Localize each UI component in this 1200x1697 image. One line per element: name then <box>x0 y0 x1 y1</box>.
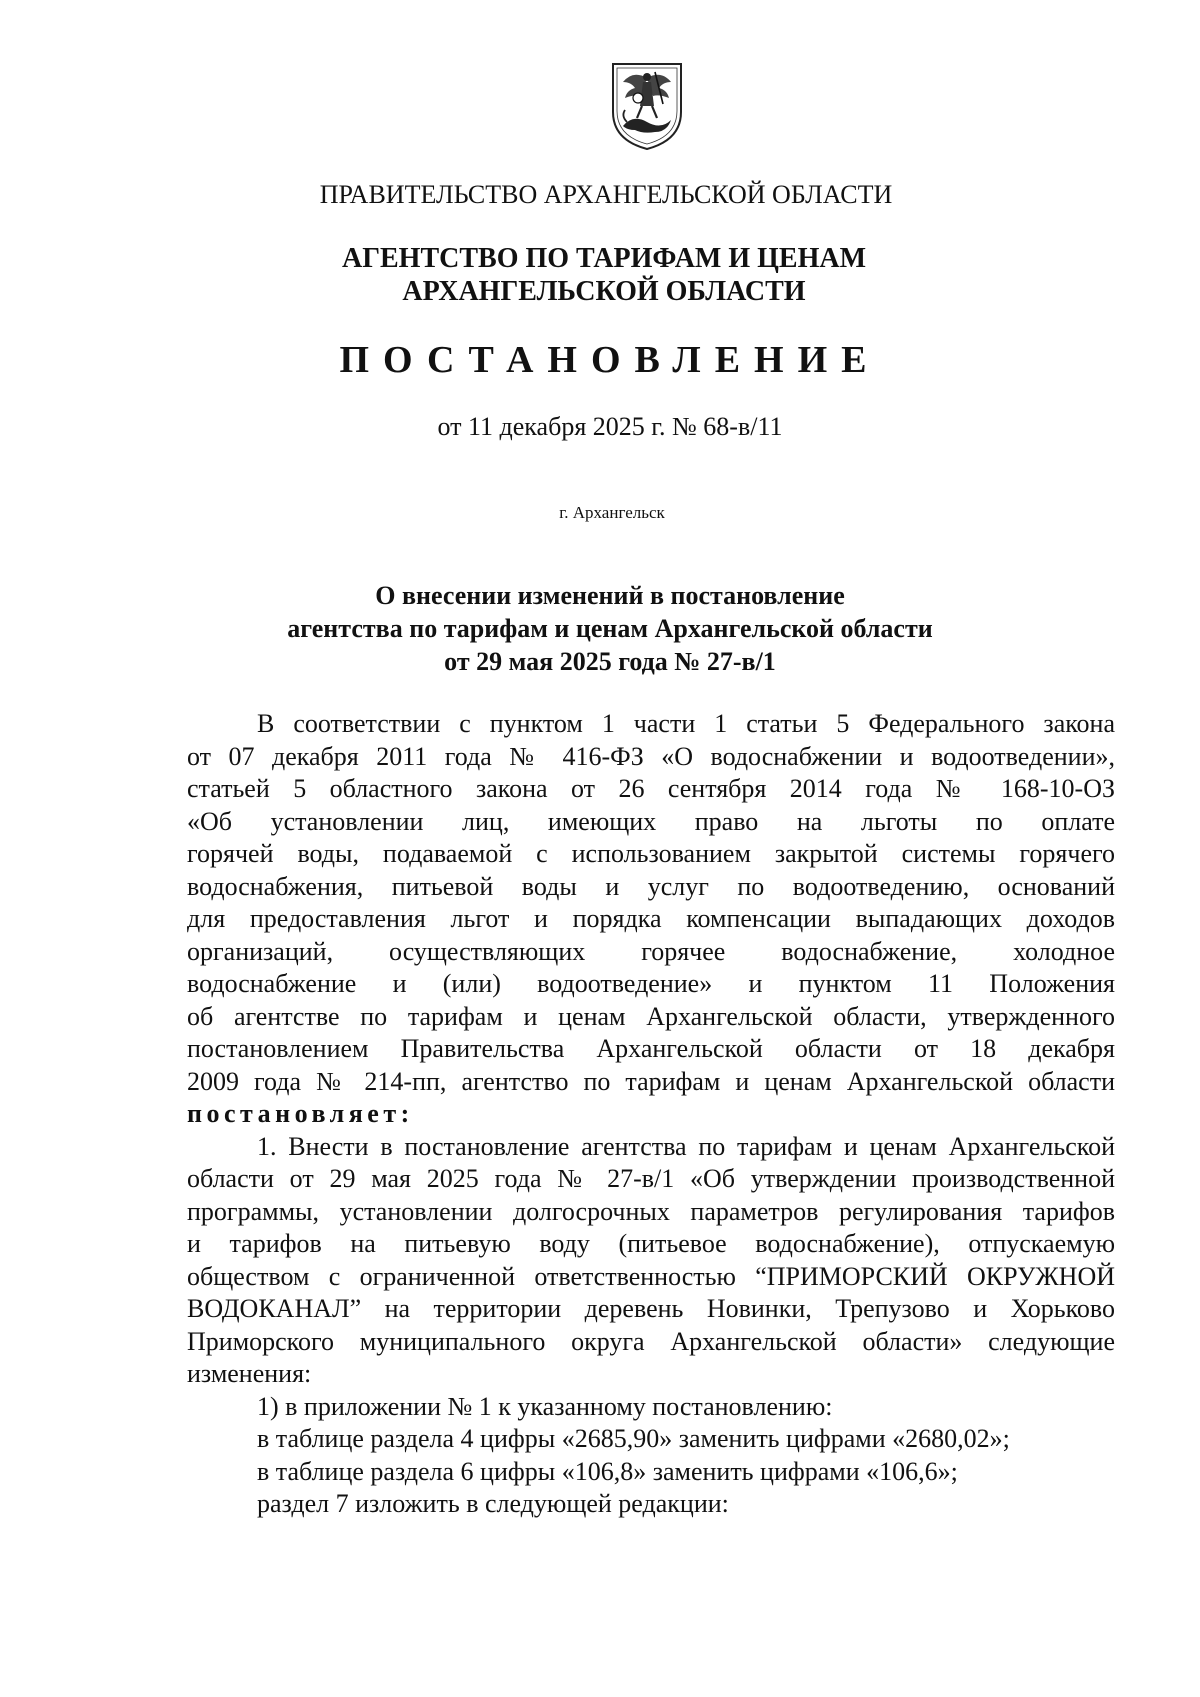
government-heading: ПРАВИТЕЛЬСТВО АРХАНГЕЛЬСКОЙ ОБЛАСТИ <box>319 180 893 209</box>
coat-of-arms-emblem <box>609 60 685 152</box>
subitem-line: в таблице раздела 6 цифры «106,8» заменить цифрами «106,6»; <box>257 1456 958 1486</box>
document-subject <box>10 579 1200 678</box>
text-line: «Об установлении лиц, имеющих право на льготы по оплате <box>187 806 1115 836</box>
text-line: и тарифов на питьевую воду (питьевое водоснабжение), отпускаемую <box>187 1229 1115 1258</box>
resolves-word: постановляет: <box>187 1099 414 1128</box>
city-line: г. Архангельск <box>559 503 665 522</box>
text-line: статьей 5 областного закона от 26 сентября 2014 года № 168-10-ОЗ <box>187 774 1115 803</box>
text-line: 2009 года № 214-пп, агентство по тарифам и ценам Архангельской области <box>187 1066 1115 1096</box>
text-line: водоснабжение и (или) водоотведение» и пунктом 11 Положения <box>187 969 1115 998</box>
text-line: Приморского муниципального округа Архангельской области» следующие <box>187 1326 1115 1356</box>
item-1-paragraph <box>187 1131 1115 1391</box>
agency-heading-line: АРХАНГЕЛЬСКОЙ ОБЛАСТИ <box>402 276 806 307</box>
subitem-line: в таблице раздела 4 цифры «2685,90» заменить цифрами «2680,02»; <box>257 1424 1010 1453</box>
text-line: организаций, осуществляющих горячее водоснабжение, холодное <box>187 936 1115 966</box>
subitems-list <box>187 1391 1115 1521</box>
preamble-paragraph <box>187 708 1115 1131</box>
subject-line: от 29 мая 2025 года № 27-в/1 <box>444 647 776 676</box>
text-line: области от 29 мая 2025 года № 27-в/1 «Об утверждении производственной <box>187 1164 1115 1193</box>
text-line: 1. Внести в постановление агентства по тарифам и ценам Архангельской <box>257 1131 1115 1161</box>
document-type-title: ПОСТАНОВЛЕНИЕ <box>339 339 881 381</box>
agency-heading-line: АГЕНТСТВО ПО ТАРИФАМ И ЦЕНАМ <box>341 243 867 274</box>
text-line: изменения: <box>187 1359 312 1388</box>
text-line: обществом с ограниченной ответственностью “ПРИМОРСКИЙ ОКРУЖНОЙ <box>187 1261 1115 1291</box>
text-line: от 07 декабря 2011 года № 416-ФЗ «О водоснабжении и водоотведении», <box>187 741 1115 771</box>
subject-line: агентства по тарифам и ценам Архангельской области <box>287 614 933 643</box>
subitem-line: 1) в приложении № 1 к указанному постановлению: <box>257 1391 833 1421</box>
text-line: горячей воды, подаваемой с использованием закрытой системы горячего <box>187 839 1115 868</box>
agency-heading <box>4 242 1200 308</box>
subject-line: О внесении изменений в постановление <box>375 581 845 610</box>
subitem-line: раздел 7 изложить в следующей редакции: <box>257 1489 729 1518</box>
document-body <box>187 708 1115 1521</box>
text-line: программы, установлении долгосрочных параметров регулирования тарифов <box>187 1196 1115 1226</box>
text-line: водоснабжения, питьевой воды и услуг по водоотведению, оснований <box>187 871 1115 901</box>
text-line: В соответствии с пунктом 1 части 1 статьи 5 Федерального закона <box>257 709 1115 738</box>
text-line: постановлением Правительства Архангельской области от 18 декабря <box>187 1034 1115 1063</box>
text-line: об агентстве по тарифам и ценам Архангельской области, утвержденного <box>187 1001 1115 1031</box>
date-and-number: от 11 декабря 2025 г. № 68-в/11 <box>437 412 783 441</box>
text-line: ВОДОКАНАЛ” на территории деревень Новинки, Трепузово и Хорьково <box>187 1294 1115 1323</box>
text-line: для предоставления льгот и порядка компенсации выпадающих доходов <box>187 904 1115 933</box>
